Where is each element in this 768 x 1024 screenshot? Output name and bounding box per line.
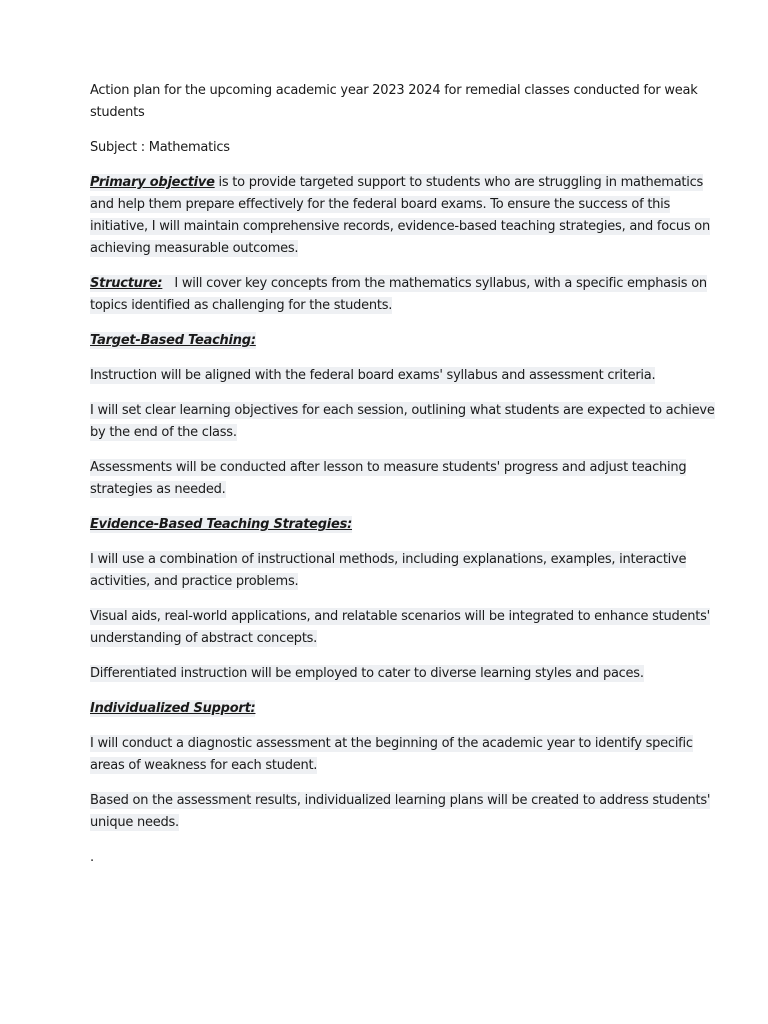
primary-objective-heading: Primary objective (90, 175, 215, 190)
evidence-based-item: I will use a combination of instructional methods, including explanations, examples, interactive activities, and practice problems. (90, 552, 687, 589)
evidence-based-heading: Evidence-Based Teaching Strategies: (90, 517, 353, 532)
primary-objective-paragraph (90, 172, 730, 260)
structure-text: I will cover key concepts from the mathematics syllabus, with a specific emphasis on topics identified as challenging for the students. (90, 276, 707, 313)
target-based-item: I will set clear learning objectives for each session, outlining what students are expected to achieve by the end of the class. (90, 403, 715, 440)
target-based-item: Assessments will be conducted after lesson to measure students' progress and adjust teaching strategies as needed. (90, 460, 687, 497)
structure-paragraph (90, 273, 730, 317)
evidence-based-item: Visual aids, real-world applications, and relatable scenarios will be integrated to enhance students' understanding of abstract concepts. (90, 609, 710, 646)
target-based-heading-paragraph (90, 330, 730, 352)
evidence-based-item: Differentiated instruction will be employed to cater to diverse learning styles and paces. (90, 666, 644, 681)
primary-objective-text: is to provide targeted support to students who are struggling in mathematics and help them prepare effectively for the federal board exams. To ensure the success of this initiative, I will maintain comprehensive records, evidence-based teaching strategies, and focus on achieving measurable outcomes. (90, 175, 710, 256)
target-based-heading: Target-Based Teaching: (90, 333, 256, 348)
document-page (90, 80, 730, 882)
trailing-mark: . (90, 850, 94, 865)
individualized-item: Based on the assessment results, individualized learning plans will be created to address students' unique needs. (90, 793, 711, 830)
structure-heading: Structure: (90, 276, 163, 291)
evidence-based-heading-paragraph (90, 514, 730, 536)
document-title: Action plan for the upcoming academic year 2023 2024 for remedial classes conducted for weak students (90, 83, 698, 120)
subject-line: Subject : Mathematics (90, 140, 230, 155)
individualized-heading-paragraph (90, 698, 730, 720)
target-based-item: Instruction will be aligned with the federal board exams' syllabus and assessment criteria. (90, 368, 656, 383)
individualized-heading: Individualized Support: (90, 701, 256, 716)
individualized-item: I will conduct a diagnostic assessment at the beginning of the academic year to identify specific areas of weakness for each student. (90, 736, 693, 773)
